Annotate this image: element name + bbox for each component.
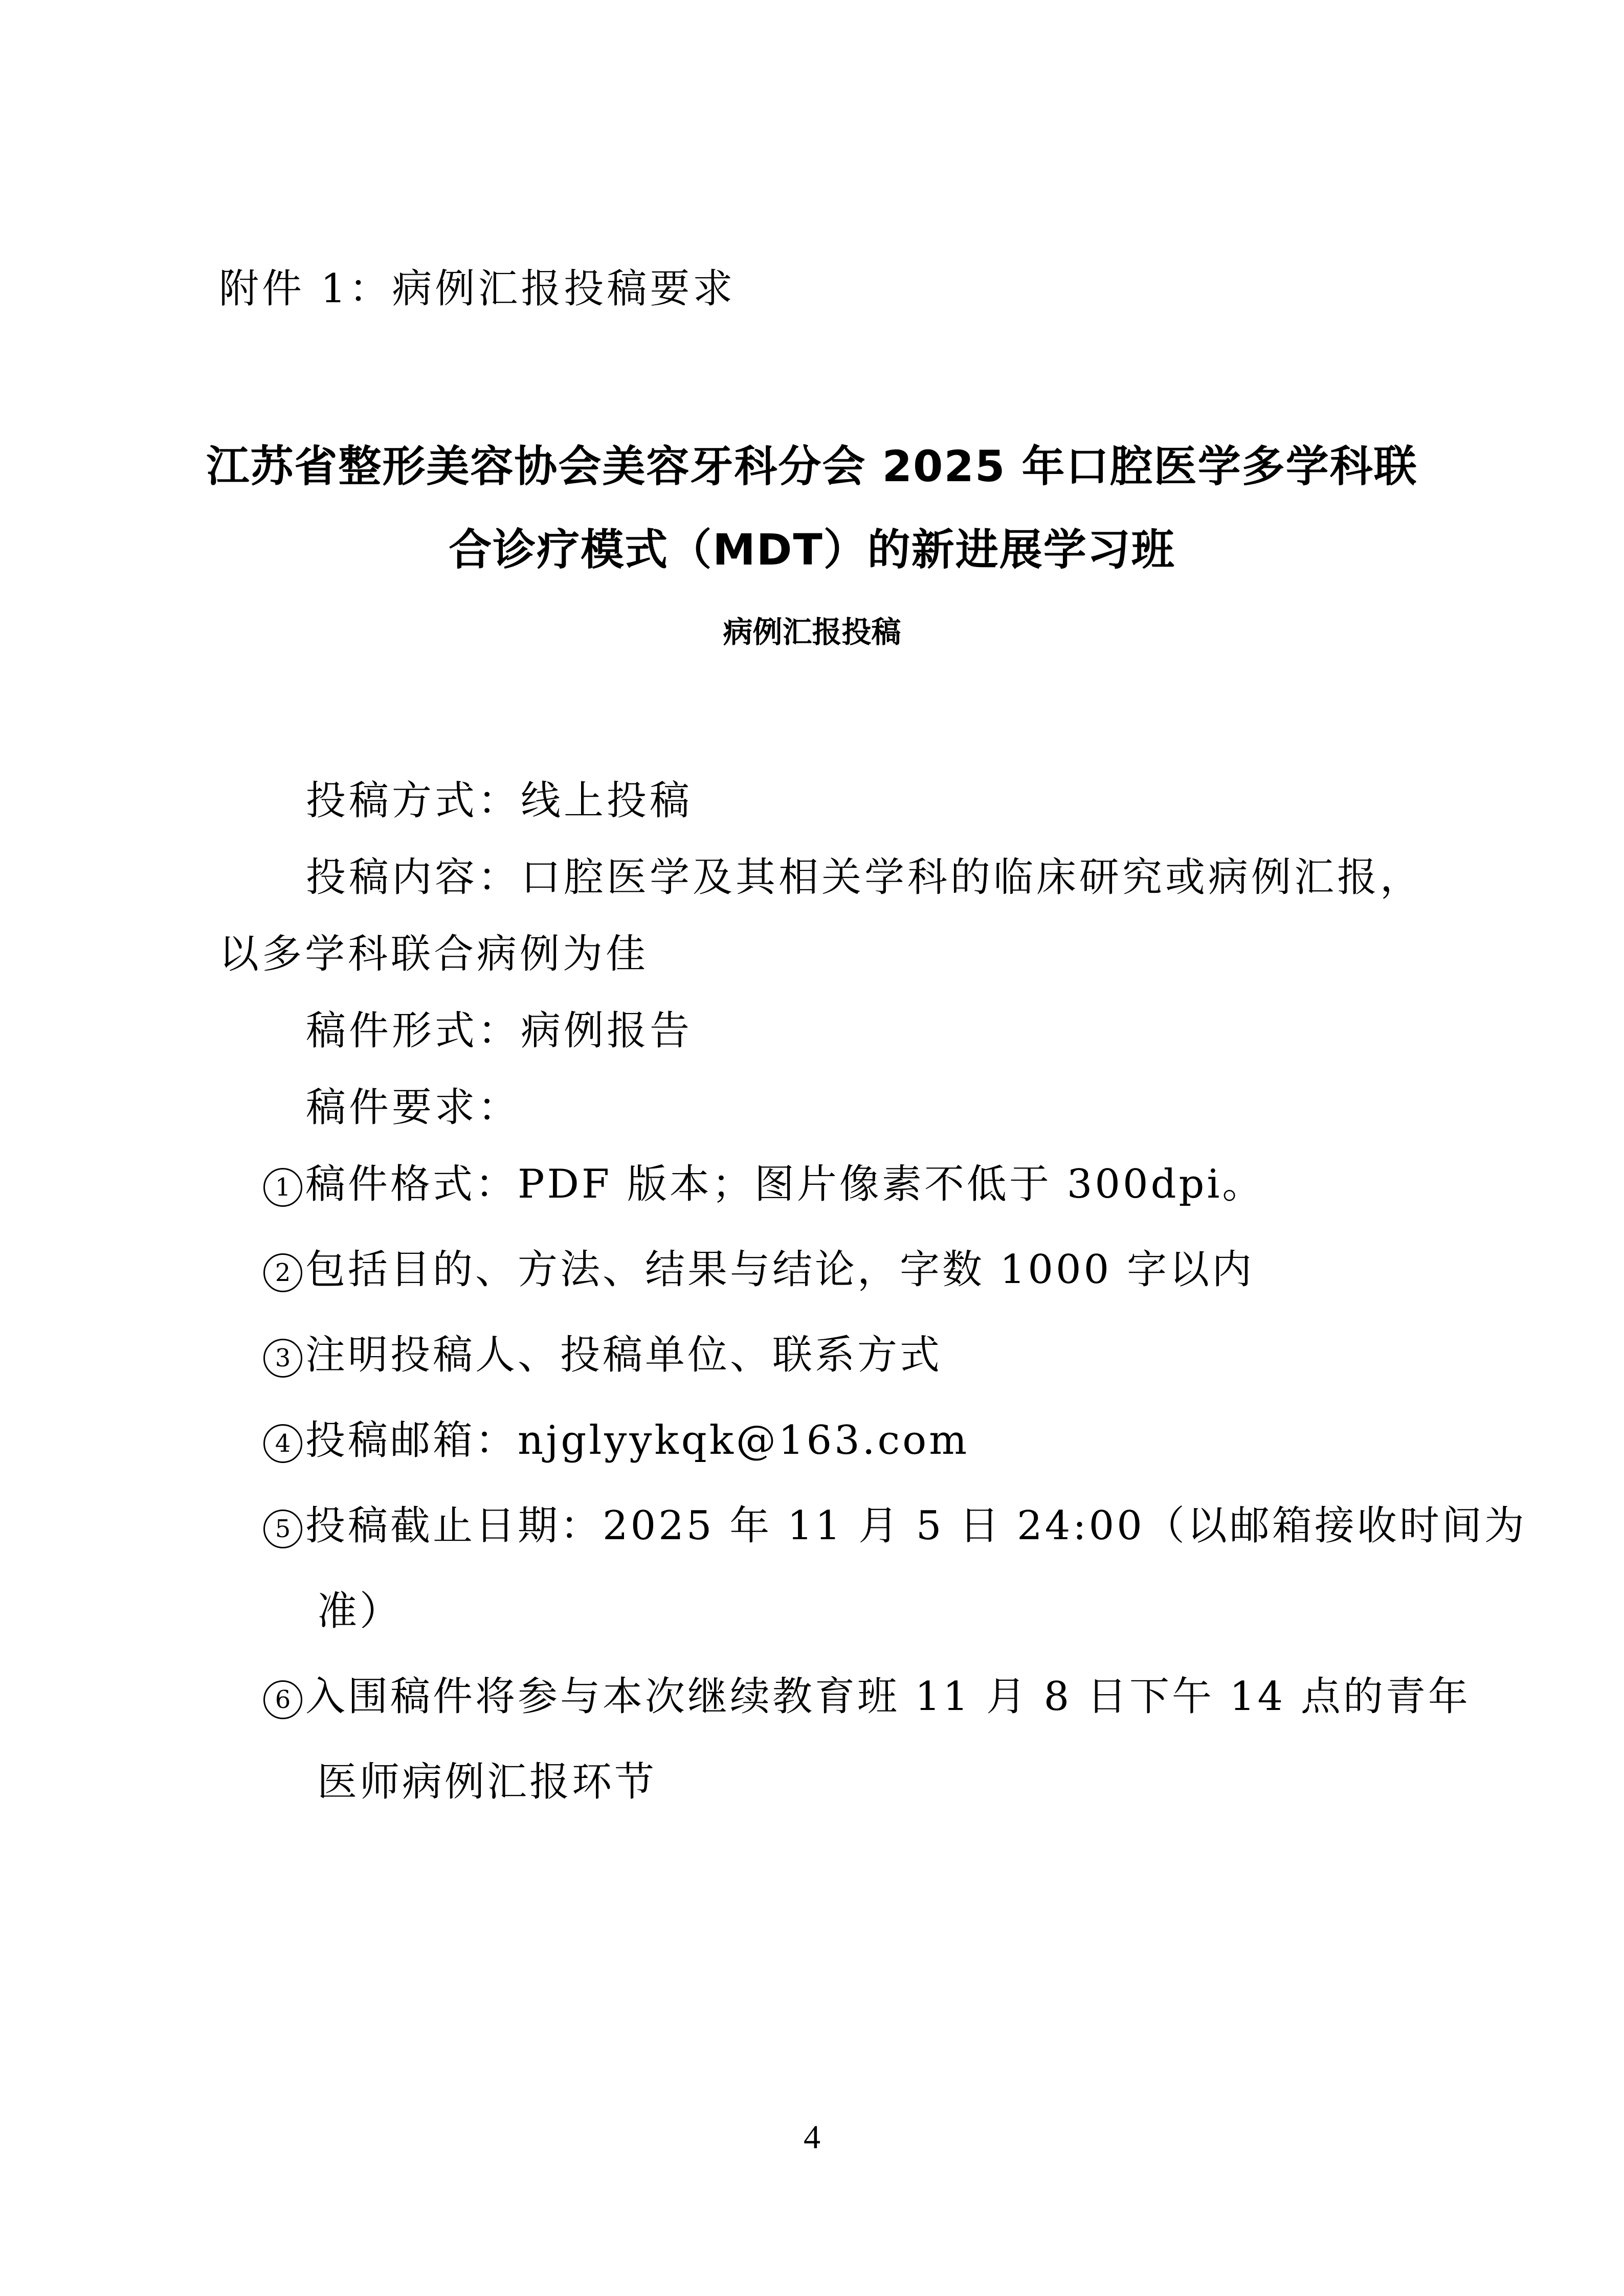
- submission-method: 投稿方式：线上投稿: [306, 778, 693, 824]
- requirement-text-continuation: 准）: [317, 1588, 403, 1634]
- requirement-item: [263, 1330, 942, 1381]
- requirements-heading: 稿件要求：: [306, 1085, 521, 1131]
- document-title-line-2: 合诊疗模式（MDT）的新进展学习班: [449, 525, 1175, 575]
- requirement-item: [263, 1500, 1527, 1551]
- manuscript-form: 稿件形式：病例报告: [306, 1008, 693, 1054]
- requirement-email: 投稿邮箱：njglyykqk@163.com: [305, 1417, 970, 1464]
- requirement-text: 稿件格式：PDF 版本；图片像素不低于 300dpi。: [305, 1161, 1265, 1207]
- circled-number-icon: 2: [263, 1253, 302, 1292]
- circled-number-icon: 1: [263, 1168, 302, 1207]
- document-subtitle: 病例汇报投稿: [723, 615, 901, 649]
- requirement-item: [263, 1671, 1471, 1722]
- requirement-text-continuation: 医师病例汇报环节: [317, 1759, 657, 1805]
- circled-number-icon: 4: [263, 1424, 302, 1463]
- requirement-item: [263, 1415, 969, 1466]
- submission-content-line-2: 以多学科联合病例为佳: [219, 931, 649, 977]
- requirement-text: 入围稿件将参与本次继续教育班 11 月 8 日下午 14 点的青年: [305, 1674, 1471, 1720]
- submission-content-line-1: 投稿内容：口腔医学及其相关学科的临床研究或病例汇报，: [306, 854, 1423, 901]
- circled-number-icon: 3: [263, 1339, 302, 1378]
- requirement-item: [263, 1159, 1264, 1210]
- requirement-text: 注明投稿人、投稿单位、联系方式: [305, 1332, 943, 1378]
- requirement-text: 投稿截止日期：2025 年 11 月 5 日 24:00（以邮箱接收时间为: [305, 1503, 1527, 1549]
- circled-number-icon: 6: [263, 1680, 302, 1719]
- document-title-line-1: 江苏省整形美容协会美容牙科分会 2025 年口腔医学多学科联: [206, 441, 1418, 491]
- requirement-item: [263, 1244, 1254, 1295]
- circled-number-icon: 5: [263, 1510, 302, 1548]
- requirement-text: 包括目的、方法、结果与结论，字数 1000 字以内: [305, 1247, 1255, 1293]
- page-number: 4: [804, 2119, 820, 2156]
- attachment-label: 附件 1：病例汇报投稿要求: [219, 266, 736, 312]
